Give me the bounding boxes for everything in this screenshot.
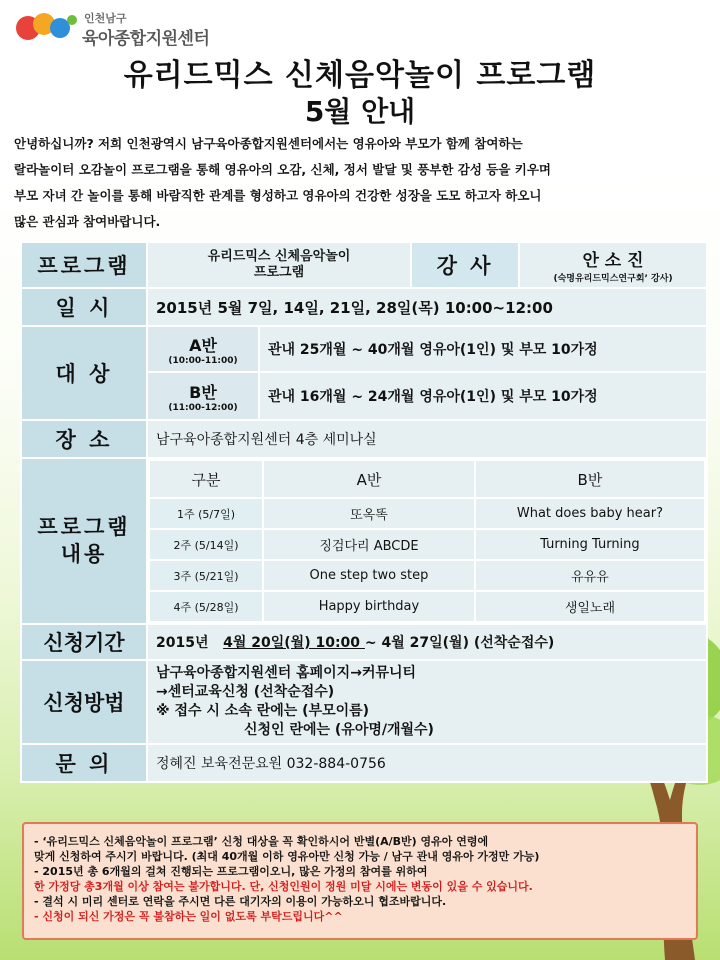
- date-value: 2015년 5월 7일, 14일, 21일, 28일(목) 10:00~12:00: [147, 288, 707, 326]
- program-value: [147, 242, 411, 288]
- contact-value: 정혜진 보육전문요원 032-884-0756: [147, 744, 707, 782]
- content-header-a: A반: [263, 460, 475, 498]
- intro-line: 부모 자녀 간 놀이를 통해 바람직한 관계를 형성하고 영유아의 건강한 성장을 도모 하고자 하오니: [14, 188, 542, 203]
- notice-line: - 2015년 총 6개월의 걸쳐 진행되는 프로그램이오니, 많은 가정의 참여를 위하여: [34, 865, 428, 878]
- apply-method-line: 남구육아종합지원센터 홈페이지→커뮤니티: [156, 665, 417, 681]
- class-a-name: A반: [189, 335, 217, 355]
- page-title: 유리드믹스 신체음악놀이 프로그램: [123, 58, 597, 93]
- week-cell: 3주 (5/21일): [149, 560, 263, 591]
- content-header-b: B반: [475, 460, 705, 498]
- b-activity: 생일노래: [475, 591, 705, 622]
- class-a-desc: 관내 25개월 ~ 40개월 영유아(1인) 및 부모 10가정: [259, 326, 707, 372]
- apply-method-label: 신청방법: [21, 660, 147, 744]
- table-row: [149, 560, 705, 591]
- b-activity: 유유유: [475, 560, 705, 591]
- content-label: [21, 458, 147, 624]
- table-row: [149, 498, 705, 529]
- content-cell: [147, 458, 707, 624]
- intro-line: 많은 관심과 참여바랍니다.: [14, 214, 161, 229]
- date-label: 일 시: [21, 288, 147, 326]
- table-row: [149, 529, 705, 560]
- notice-box: [22, 822, 698, 940]
- intro-line: 랄라놀이터 오감놀이 프로그램을 통해 영유아의 오감, 신체, 정서 발달 및 풍부한 감성 등을 키우며: [14, 162, 551, 177]
- notice-line-warning: - 신청이 되신 가정은 꼭 불참하는 일이 없도록 부탁드립니다^^: [34, 910, 343, 923]
- class-b: [147, 372, 259, 420]
- a-activity: Happy birthday: [263, 591, 475, 622]
- instructor-note: (숙명유리드믹스연구회’ 강사): [553, 274, 673, 284]
- logo-title: 육아종합지원센터: [82, 29, 210, 49]
- program-label: 프로그램: [21, 242, 147, 288]
- apply-period-end: ~ 4월 27일(월) (선착순접수): [364, 635, 555, 651]
- class-a: [147, 326, 259, 372]
- instructor-name: 안 소 진: [582, 251, 644, 271]
- center-logo: [14, 6, 224, 49]
- apply-method-line: 신청인 란에는 (유아명/개월수): [244, 722, 434, 738]
- apply-period-year: 2015년: [156, 635, 209, 651]
- logo-subtitle: 인천남구: [84, 12, 127, 25]
- place-value: 남구육아종합지원센터 4층 세미나실: [147, 420, 707, 458]
- a-activity: 징검다리 ABCDE: [263, 529, 475, 560]
- intro-paragraph: [14, 131, 714, 235]
- page-subtitle: 5월 안내: [304, 95, 416, 128]
- place-label: 장 소: [21, 420, 147, 458]
- program-content-table: [148, 459, 706, 623]
- class-b-desc: 관내 16개월 ~ 24개월 영유아(1인) 및 부모 10가정: [259, 372, 707, 420]
- content-header-category: 구분: [149, 460, 263, 498]
- notice-line-warning: 한 가정당 총3개월 이상 참여는 불가합니다. 단, 신청인원이 정원 미달 시에는 변동이 있을 수 있습니다.: [34, 880, 533, 893]
- week-cell: 2주 (5/14일): [149, 529, 263, 560]
- apply-method-value: [147, 660, 707, 744]
- a-activity: One step two step: [263, 560, 475, 591]
- week-cell: 1주 (5/7일): [149, 498, 263, 529]
- class-a-time: (10:00-11:00): [168, 355, 238, 366]
- b-activity: Turning Turning: [475, 529, 705, 560]
- apply-period-start: 4월 20일(월) 10:00: [223, 635, 365, 651]
- instructor-label: 강 사: [411, 242, 519, 288]
- b-activity: What does baby hear?: [475, 498, 705, 529]
- apply-method-line: →센터교육신청 (선착순접수): [156, 684, 335, 700]
- table-row: [149, 591, 705, 622]
- intro-line: 안녕하십니까? 저희 인천광역시 남구육아종합지원센터에서는 영유아와 부모가 함께 참여하는: [14, 136, 523, 151]
- contact-label: 문 의: [21, 744, 147, 782]
- target-label: 대 상: [21, 326, 147, 420]
- a-activity: 또옥똑: [263, 498, 475, 529]
- program-value-line1: 유리드믹스 신체음악놀이: [207, 249, 351, 264]
- center-logo-icon: [14, 6, 78, 46]
- apply-period-label: 신청기간: [21, 624, 147, 660]
- notice-line: - ‘유리드믹스 신체음악놀이 프로그램’ 신청 대상을 꼭 확인하시어 반별(A/B반) 영유아 연령에: [34, 835, 489, 848]
- class-b-name: B반: [189, 382, 217, 402]
- apply-period-value: [147, 624, 707, 660]
- content-label-line1: 프로그램: [37, 515, 131, 539]
- notice-line: 맞게 신청하여 주시기 바랍니다. (최대 40개월 이하 영유아만 신청 가능 / 남구 관내 영유아 가정만 가능): [34, 850, 540, 863]
- program-value-line2: 프로그램: [253, 265, 305, 280]
- notice-line: - 결석 시 미리 센터로 연락을 주시면 다른 대기자의 이용이 가능하오니 협조바랍니다.: [34, 895, 447, 908]
- program-info-table: [20, 241, 708, 783]
- content-label-line2: 내용: [60, 542, 108, 566]
- week-cell: 4주 (5/28일): [149, 591, 263, 622]
- instructor-value: [519, 242, 707, 288]
- class-b-time: (11:00-12:00): [168, 402, 238, 413]
- apply-method-line: ※ 접수 시 소속 란에는 (부모이름): [156, 703, 370, 719]
